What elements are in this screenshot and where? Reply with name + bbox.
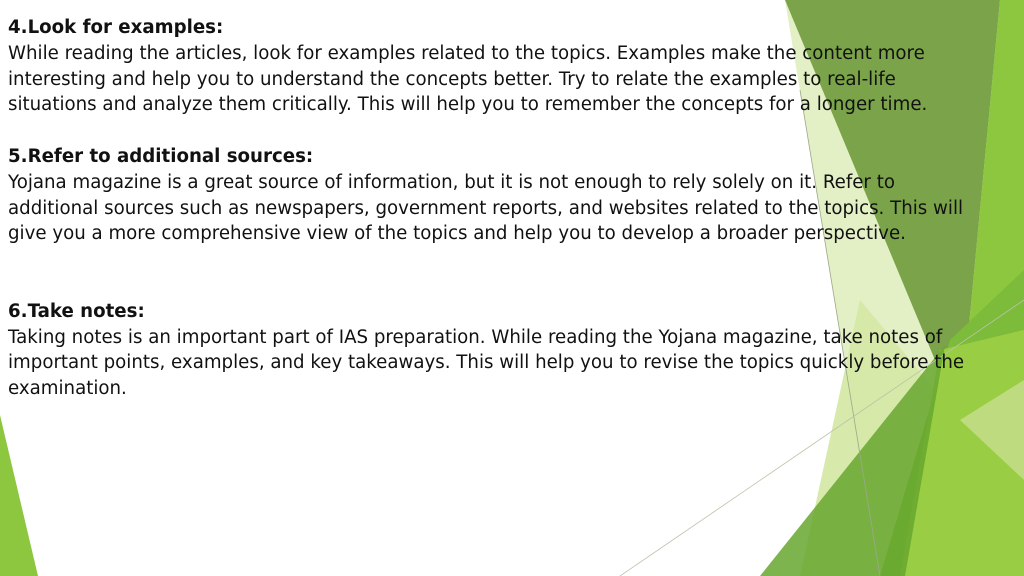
section-body: Yojana magazine is a great source of information, but it is not enough to rely solely on it. Refer to additional sources such as newspapers, government reports, and websites related to the topics. This will give you a more comprehensive view of the topics and help you to develop a broader perspective.	[8, 171, 964, 245]
section-heading: 4.Look for examples:	[8, 17, 224, 38]
slide-content	[8, 15, 968, 402]
spacer	[8, 247, 968, 299]
spacer	[8, 118, 968, 144]
section-look-for-examples	[8, 15, 968, 118]
section-refer-additional-sources	[8, 144, 968, 247]
section-body: While reading the articles, look for examples related to the topics. Examples make the content more interesting and help you to understand the concepts better. Try to relate the examples to real-life situations and analyze them critically. This will help you to remember the concepts for a longer time.	[8, 42, 928, 116]
section-body: Taking notes is an important part of IAS preparation. While reading the Yojana magazine, take notes of important points, examples, and key takeaways. This will help you to revise the topics quickly before the examination.	[8, 326, 965, 400]
section-take-notes	[8, 299, 968, 402]
section-heading: 6.Take notes:	[8, 300, 145, 322]
section-heading: 5.Refer to additional sources:	[8, 145, 314, 167]
facet-left-sliver	[0, 415, 38, 576]
